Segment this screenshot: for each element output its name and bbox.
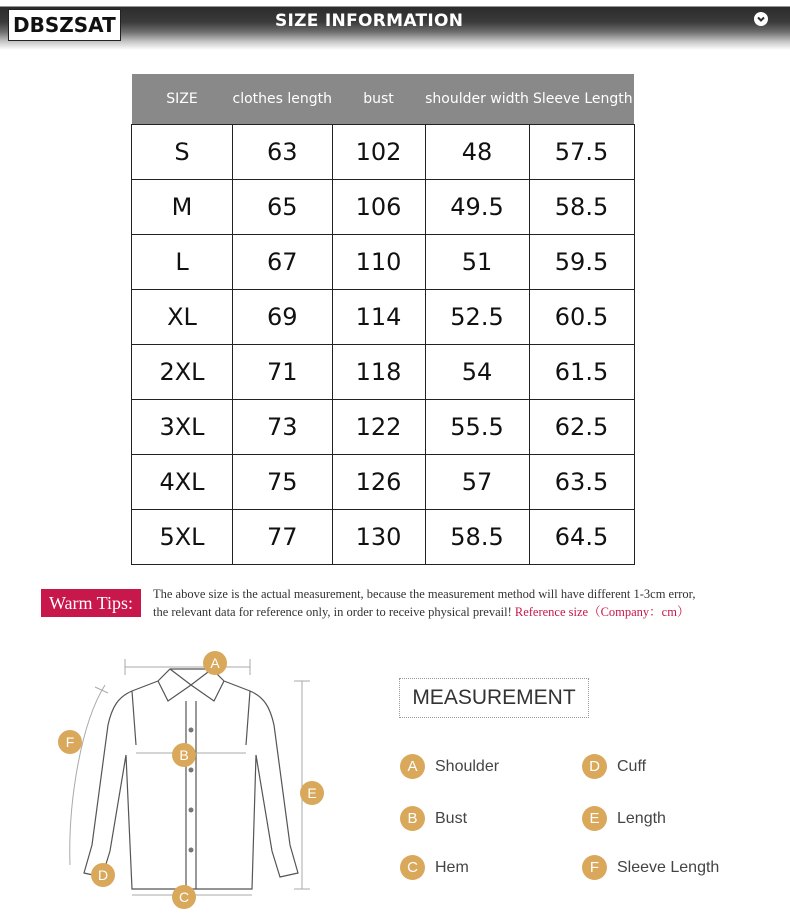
table-cell: S <box>132 125 233 180</box>
table-cell: 75 <box>233 455 333 510</box>
legend-marker: E <box>582 806 607 831</box>
table-cell: 57.5 <box>529 125 634 180</box>
brand-logo: DBSZSAT <box>8 9 121 41</box>
legend-marker: D <box>582 754 607 779</box>
marker-b: B <box>179 747 189 763</box>
table-row <box>132 125 635 180</box>
legend-item-shoulder <box>400 754 499 779</box>
table-header-row <box>132 74 635 125</box>
header-bar <box>0 0 790 50</box>
table-row <box>132 400 635 455</box>
shirt-outline <box>84 669 298 889</box>
legend-item-cuff <box>582 754 646 779</box>
table-cell: 130 <box>332 510 425 565</box>
tips-line-2-text: the relevant data for reference only, in order to receive physical prevail! <box>153 605 512 619</box>
table-cell: 55.5 <box>425 400 529 455</box>
marker-d: D <box>97 867 109 883</box>
table-cell: 5XL <box>132 510 233 565</box>
table-cell: 126 <box>332 455 425 510</box>
legend-marker: F <box>582 855 607 880</box>
table-cell: 118 <box>332 345 425 400</box>
table-row <box>132 180 635 235</box>
column-header: Sleeve Length <box>529 74 634 125</box>
table-cell: 58.5 <box>529 180 634 235</box>
table-cell: 67 <box>233 235 333 290</box>
table-cell: 57 <box>425 455 529 510</box>
warm-tips-text <box>153 585 783 621</box>
legend-label: Sleeve Length <box>617 858 720 876</box>
legend-item-hem <box>400 855 469 880</box>
size-table <box>131 74 635 565</box>
legend-label: Bust <box>435 809 468 827</box>
table-cell: 63.5 <box>529 455 634 510</box>
table-cell: 122 <box>332 400 425 455</box>
column-header: clothes length <box>233 74 333 125</box>
legend-marker: C <box>400 855 425 880</box>
table-row <box>132 455 635 510</box>
measure-lines <box>70 659 310 895</box>
marker-f: F <box>65 734 75 750</box>
table-cell: 2XL <box>132 345 233 400</box>
legend-marker: B <box>400 806 425 831</box>
column-header: SIZE <box>132 74 233 125</box>
table-cell: 69 <box>233 290 333 345</box>
table-cell: 61.5 <box>529 345 634 400</box>
legend-label: Shoulder <box>435 757 500 775</box>
table-cell: 3XL <box>132 400 233 455</box>
table-row <box>132 290 635 345</box>
table-cell: 114 <box>332 290 425 345</box>
legend-item-bust <box>400 806 467 831</box>
table-cell: 73 <box>233 400 333 455</box>
table-cell: 58.5 <box>425 510 529 565</box>
table-cell: 102 <box>332 125 425 180</box>
table-cell: 60.5 <box>529 290 634 345</box>
reference-size-note: Reference size（Company：cm） <box>514 605 690 619</box>
marker-c: C <box>178 889 190 905</box>
table-cell: 52.5 <box>425 290 529 345</box>
measurement-heading: MEASUREMENT <box>399 678 589 718</box>
column-header: shoulder width <box>425 74 529 125</box>
legend-label: Hem <box>435 858 469 876</box>
table-cell: 77 <box>233 510 333 565</box>
table-cell: 59.5 <box>529 235 634 290</box>
shirt-measurement-diagram <box>40 645 340 915</box>
chevron-down-icon[interactable] <box>754 12 768 26</box>
tips-line-1: The above size is the actual measurement, because the measurement method will have different 1-3cm error, <box>153 587 696 601</box>
legend-label: Length <box>617 809 666 827</box>
table-cell: 106 <box>332 180 425 235</box>
table-cell: 54 <box>425 345 529 400</box>
column-header: bust <box>332 74 425 125</box>
warm-tips-badge: Warm Tips: <box>41 589 141 617</box>
table-cell: 4XL <box>132 455 233 510</box>
legend-item-sleeve-length <box>582 855 719 880</box>
table-row <box>132 510 635 565</box>
table-cell: 62.5 <box>529 400 634 455</box>
tips-line-2 <box>153 603 783 621</box>
table-row <box>132 235 635 290</box>
table-cell: 51 <box>425 235 529 290</box>
table-cell: 64.5 <box>529 510 634 565</box>
table-cell: 48 <box>425 125 529 180</box>
table-cell: 110 <box>332 235 425 290</box>
table-cell: 71 <box>233 345 333 400</box>
marker-a: A <box>210 655 220 671</box>
table-cell: 63 <box>233 125 333 180</box>
table-cell: M <box>132 180 233 235</box>
page-title: SIZE INFORMATION <box>275 11 464 31</box>
table-cell: XL <box>132 290 233 345</box>
table-cell: 49.5 <box>425 180 529 235</box>
legend-marker: A <box>400 754 425 779</box>
legend-label: Cuff <box>617 757 647 775</box>
marker-e: E <box>307 785 317 801</box>
table-row <box>132 345 635 400</box>
table-cell: L <box>132 235 233 290</box>
legend-item-length <box>582 806 666 831</box>
table-cell: 65 <box>233 180 333 235</box>
